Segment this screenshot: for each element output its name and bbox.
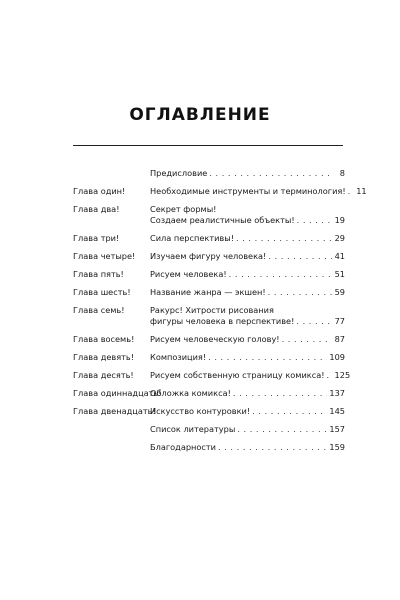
- toc-entry-line: [150, 204, 345, 226]
- toc-chapter-label: Глава десять!: [73, 370, 134, 380]
- toc-entry-title: Ракурс! Хитрости рисования фигуры человека в перспективе!: [150, 305, 295, 326]
- dot-leader: [282, 334, 332, 345]
- toc-chapter-label: Глава один!: [73, 186, 126, 196]
- toc-entry-line: [150, 251, 345, 262]
- toc-entry-line: [150, 388, 345, 399]
- toc-entry: [73, 168, 345, 179]
- toc-page-number: 8: [339, 168, 345, 178]
- toc-entry-line: [150, 233, 345, 244]
- toc-page-number: 87: [334, 334, 345, 344]
- toc-entry-line: [150, 305, 345, 327]
- toc-entry-line: [150, 424, 345, 435]
- dot-leader: [236, 233, 332, 244]
- toc-entry-line: [150, 334, 345, 345]
- toc-entry: [73, 388, 345, 399]
- toc-entry-line: [150, 442, 345, 453]
- toc-entry-title: Рисуем человека!: [150, 269, 227, 279]
- toc-chapter-label: Глава три!: [73, 233, 120, 243]
- toc-entry-line: [150, 352, 345, 363]
- toc-entry: [73, 204, 345, 226]
- toc-entry: [73, 251, 345, 262]
- toc-entry-line: [150, 269, 345, 280]
- toc-entry-title: Необходимые инструменты и терминология!: [150, 186, 346, 196]
- toc-chapter-label: Глава пять!: [73, 269, 124, 279]
- dot-leader: [348, 186, 354, 197]
- toc-page-number: 41: [334, 251, 345, 261]
- toc-entry-title: Список литературы: [150, 424, 236, 434]
- toc-page-number: 59: [334, 287, 345, 297]
- toc-chapter-label: Глава девять!: [73, 352, 135, 362]
- toc-chapter-label: Глава двенадцать!: [73, 406, 156, 416]
- toc-entry-title: Благодарности: [150, 442, 217, 452]
- toc-entry-title: Название жанра — экшен!: [150, 287, 266, 297]
- toc-page-number: 157: [329, 424, 345, 434]
- toc-entry-title: Рисуем собственную страницу комикса!: [150, 370, 325, 380]
- toc-entry-title: Изучаем фигуру человека!: [150, 251, 267, 261]
- page-title: ОГЛАВЛЕНИЕ: [129, 105, 271, 125]
- toc-entry-line: [150, 370, 351, 381]
- toc-chapter-label: Глава два!: [73, 204, 120, 214]
- dot-leader: [268, 251, 332, 262]
- dot-leader: [237, 424, 327, 435]
- toc-entry: [73, 186, 367, 197]
- toc-chapter-label: [73, 424, 150, 435]
- toc-entry-title: Рисуем человеческую голову!: [150, 334, 280, 344]
- dot-leader: [229, 269, 332, 280]
- title-divider: [73, 145, 343, 146]
- dot-leader: [268, 287, 332, 298]
- toc-entry-title: Композиция!: [150, 352, 207, 362]
- toc-chapter-label: Глава четыре!: [73, 251, 136, 261]
- toc-entry-line: [150, 168, 345, 179]
- dot-leader: [218, 442, 327, 453]
- toc-chapter-label: Глава шесть!: [73, 287, 131, 297]
- toc-entry: [73, 352, 345, 363]
- toc-entry: [73, 233, 345, 244]
- toc-entry: [73, 334, 345, 345]
- toc-page-number: 19: [334, 215, 345, 225]
- toc-page-number: 159: [329, 442, 345, 452]
- toc-entry-title: Предисловие: [150, 168, 208, 178]
- toc-entry-title: Искусство контуровки!: [150, 406, 251, 416]
- toc-entry-title: Сила перспективы!: [150, 233, 234, 243]
- toc-entry-line: [150, 186, 367, 197]
- dot-leader: [209, 168, 332, 179]
- toc-entry: [73, 287, 345, 298]
- toc-page-number: 125: [334, 370, 351, 380]
- toc-page-number: 109: [329, 352, 345, 362]
- toc-entry: [73, 406, 345, 417]
- dot-leader: [297, 215, 332, 226]
- toc-entry-title: Секрет формы! Создаем реалистичные объекты!: [150, 204, 295, 225]
- toc-page-number: 11: [356, 186, 367, 196]
- dot-leader: [208, 352, 327, 363]
- dot-leader: [252, 406, 327, 417]
- toc-entry-line: [150, 287, 345, 298]
- toc-entry: [73, 370, 351, 381]
- toc-page-number: 145: [329, 406, 345, 416]
- toc-chapter-label: Глава одиннадцать!: [73, 388, 162, 398]
- toc-entry: [73, 442, 345, 453]
- toc-entry: [73, 305, 345, 327]
- toc-page-number: 77: [334, 316, 345, 326]
- toc-page-number: 137: [329, 388, 345, 398]
- dot-leader: [296, 316, 332, 327]
- toc-chapter-label: [73, 442, 150, 453]
- toc-entry-title: Обложка комикса!: [150, 388, 231, 398]
- toc-page-number: 51: [334, 269, 345, 279]
- dot-leader: [327, 370, 333, 381]
- toc-entry: [73, 269, 345, 280]
- table-of-contents: [73, 168, 367, 460]
- toc-entry-line: [150, 406, 345, 417]
- toc-page-number: 29: [334, 233, 345, 243]
- dot-leader: [233, 388, 327, 399]
- toc-chapter-label: Глава восемь!: [73, 334, 135, 344]
- toc-chapter-label: [73, 168, 150, 179]
- toc-entry: [73, 424, 345, 435]
- toc-chapter-label: Глава семь!: [73, 305, 125, 315]
